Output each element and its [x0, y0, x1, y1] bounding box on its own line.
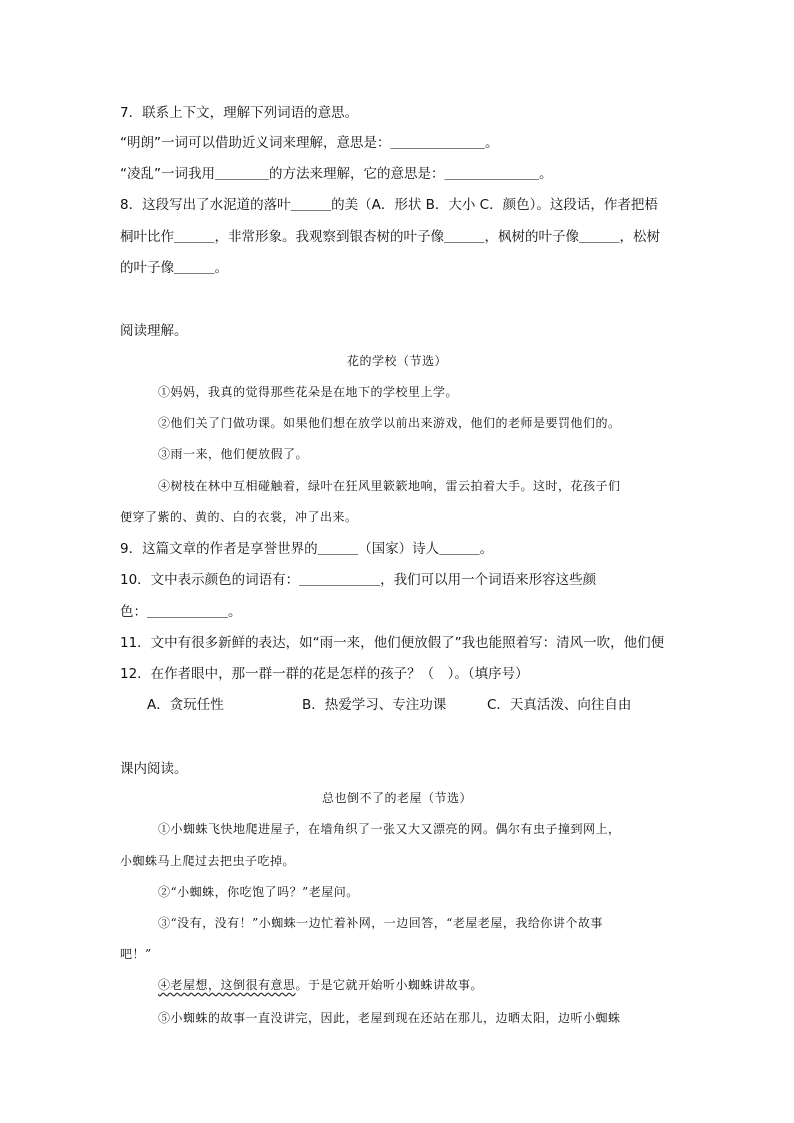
q10-line-1: 10．文中表示颜色的词语有：＿＿＿＿＿＿，我们可以用一个词语来形容这些颜: [120, 572, 597, 588]
q8-line-3: 的叶子像＿＿＿。: [120, 260, 228, 276]
section2-title: 总也倒不了的老屋（节选）: [321, 791, 472, 805]
paragraph-4-rest: 。于是它就开始听小蜘蛛讲故事。: [295, 978, 484, 992]
wavy-underlined-phrase: ④老屋想，这倒很有意思: [158, 978, 296, 992]
section1-paragraph-2: ②他们关了门做功课。如果他们想在放学以前出来游戏，他们的老师是要罚他们的。: [158, 416, 621, 430]
section2-paragraph-2: ②“小蜘蛛，你吃饱了吗？”老屋问。: [158, 885, 359, 899]
q10-line-2: 色：＿＿＿＿＿＿。: [120, 604, 242, 620]
section1-paragraph-1: ①妈妈，我真的觉得那些花朵是在地下的学校里上学。: [158, 385, 459, 399]
q7-line-1: “明朗”一词可以借助近义词来理解，意思是：＿＿＿＿＿＿＿。: [120, 135, 499, 151]
q12-option-c: C．天真活泼、向往自由: [487, 697, 632, 713]
q7-line-2: “凌乱”一词我用＿＿＿＿的方法来理解，它的意思是：＿＿＿＿＿＿＿。: [120, 166, 553, 182]
section2-paragraph-1a: ①小蜘蛛飞快地爬进屋子，在墙角织了一张又大又漂亮的网。偶尔有虫子撞到网上，: [158, 822, 621, 836]
section1-paragraph-3: ③雨一来，他们便放假了。: [158, 447, 309, 461]
section1-title: 花的学校（节选）: [346, 354, 447, 368]
section2-paragraph-3a: ③“没有，没有！”小蜘蛛一边忙着补网，一边回答，“老屋老屋，我给你讲个故事: [158, 916, 603, 930]
q12-option-b: B．热爱学习、专注功课: [302, 697, 447, 713]
section1-heading: 阅读理解。: [120, 323, 188, 339]
q8-line-1: 8．这段写出了水泥道的落叶＿＿＿的美（A．形状 B．大小 C．颜色）。这段话，作者把梧: [120, 197, 658, 213]
section2-paragraph-1b: 小蜘蛛马上爬过去把虫子吃掉。: [120, 854, 296, 868]
section1-paragraph-4a: ④树枝在林中互相碰触着，绿叶在狂风里簌簌地响，雷云拍着大手。这时，花孩子们: [158, 479, 621, 493]
section2-heading: 课内阅读。: [120, 761, 188, 777]
q11: 11．文中有很多新鲜的表达，如“雨一来，他们便放假了”我也能照着写：清风一吹，他们便: [120, 635, 665, 651]
section1-paragraph-4b: 便穿了紫的、黄的、白的衣裳，冲了出来。: [120, 510, 358, 524]
q9: 9．这篇文章的作者是享誉世界的＿＿＿（国家）诗人＿＿＿。: [120, 541, 494, 557]
q8-line-2: 桐叶比作＿＿＿，非常形象。我观察到银杏树的叶子像＿＿＿，枫树的叶子像＿＿＿，松树: [120, 229, 660, 245]
q12-title: 12．在作者眼中，那一群一群的花是怎样的孩子？（ ）。（填序号）: [120, 666, 529, 682]
q7-title: 7．联系上下文，理解下列词语的意思。: [120, 105, 359, 121]
section2-paragraph-4: [158, 976, 483, 994]
section2-paragraph-5: ⑤小蜘蛛的故事一直没讲完，因此，老屋到现在还站在那儿，边晒太阳，边听小蜘蛛: [158, 1011, 621, 1025]
section2-paragraph-3b: 吧！”: [120, 947, 152, 961]
q12-option-a: A．贪玩任性: [147, 697, 224, 713]
